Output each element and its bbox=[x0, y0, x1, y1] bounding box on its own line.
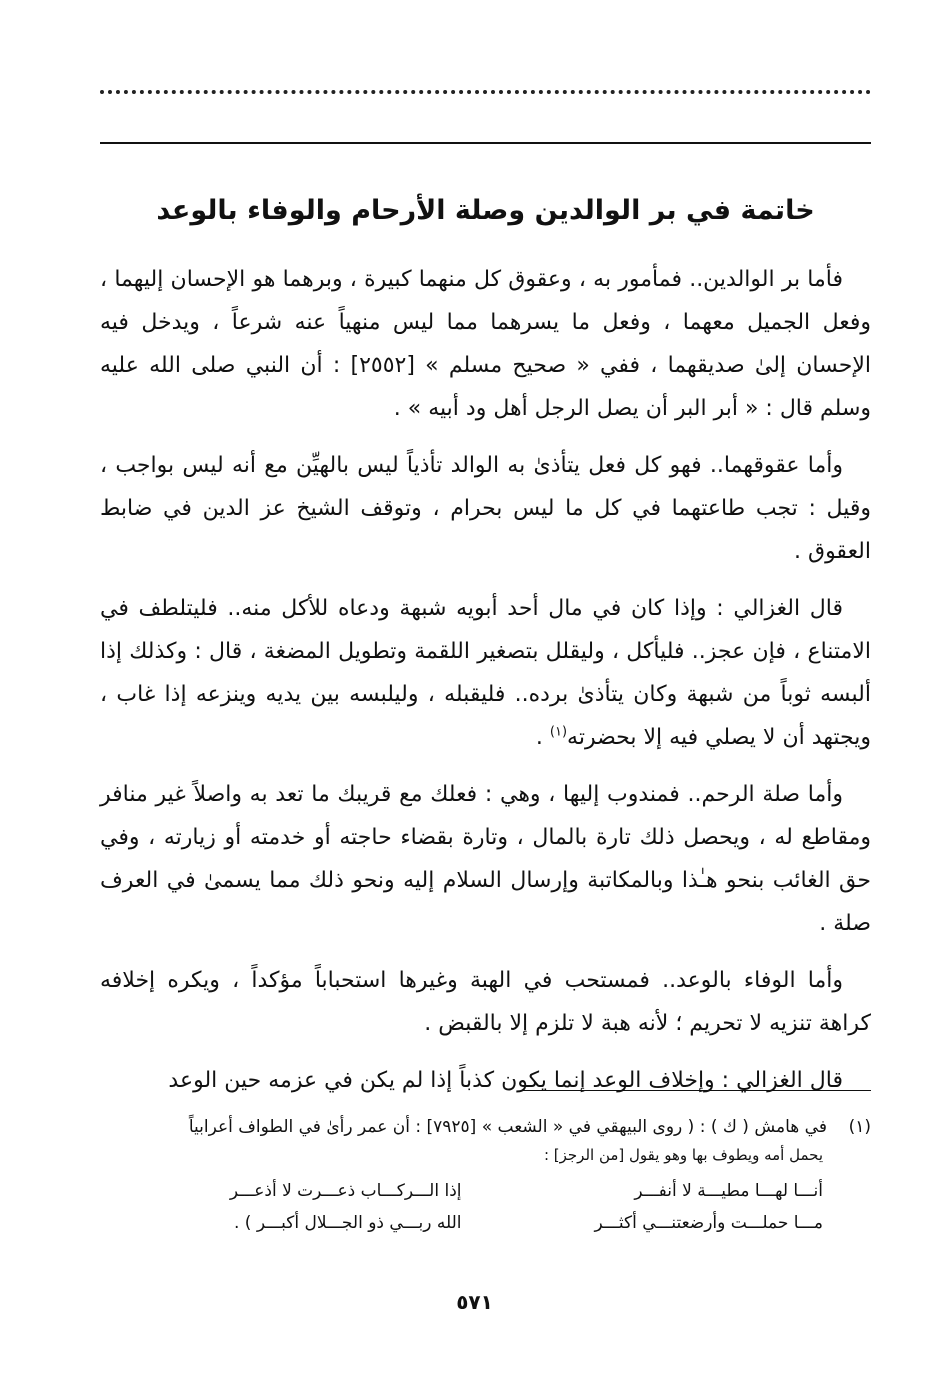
footnote bbox=[100, 1113, 871, 1239]
section-title: خاتمة في بر الوالدين وصلة الأرحام والوفاء بالوعد bbox=[156, 195, 815, 226]
ghazali-end: . bbox=[535, 725, 550, 750]
paragraph-ghazali-promise: قال الغزالي : وإخلاف الوعد إنما يكون كذباً إذا لم يكن في عزمه حين الوعد bbox=[168, 1068, 843, 1093]
dotted-header-line bbox=[100, 90, 871, 94]
paragraph-promise: وأما الوفاء بالوعد.. فمستحب في الهبة وغيرها استحباباً مؤكداً ، ويكره إخلافه كراهة تنزيه لا تحريم ؛ لأنه هبة لا تلزم إلا بالقبض . bbox=[100, 968, 871, 1036]
verse-left-column bbox=[100, 1175, 462, 1239]
footnote-reference[interactable]: (١) bbox=[549, 724, 568, 740]
paragraph-ghazali-doubt bbox=[100, 587, 871, 759]
verse-hemistich: مـــا حملـــت وأرضعتنـــي أكثـــر bbox=[594, 1213, 823, 1233]
header-rule bbox=[100, 142, 871, 144]
verse-hemistich: أنـــا لهـــا مطيـــة لا أنفـــر bbox=[634, 1181, 823, 1201]
paragraph-disobedience: وأما عقوقهما.. فهو كل فعل يتأذىٰ به الوالد تأذياً ليس بالهيِّن مع أنه ليس بواجب ، وقيل : تجب طاعتهما في كل ما ليس بحرام ، وتوقف الشيخ عز الدين في ضابط العقوق . bbox=[100, 453, 871, 564]
footnote-separator bbox=[523, 1090, 871, 1091]
footnote-number: (١) bbox=[848, 1117, 871, 1137]
paragraph-kinship: وأما صلة الرحم.. فمندوب إليها ، وهي : فعلك مع قريبك ما تعد به واصلاً غير منافر ومقاطع له ، ويحصل ذلك تارة بالمال ، وتارة بقضاء حاجته أو خدمته أو زيارته ، وفي حق الغائب بنحو هـٰذا وبالمكاتبة وإرسال السلام إليه ونحو ذلك مما يسمىٰ في العرف صلة . bbox=[100, 782, 871, 936]
footnote-text-1: في هامش ( ك ) : ( روى البيهقي في « الشعب » [٧٩٢٥] : أن عمر رأىٰ في الطواف أعرابياً bbox=[188, 1117, 827, 1137]
page-number: ٥٧١ bbox=[456, 1290, 493, 1314]
main-text bbox=[100, 258, 871, 1116]
paragraph-parents-piety: فأما بر الوالدين.. فمأمور به ، وعقوق كل منهما كبيرة ، وبرهما هو الإحسان إليهما ، وفعل الجميل معهما ، وفعل ما يسرهما مما ليس منهياً عنه شرعاً ، ويدخل فيه الإحسان إلىٰ صديقهما ، ففي « صحيح مسلم » [٢٥٥٢] : أن النبي صلى الله عليه وسلم قال : « أبر البر أن يصل الرجل أهل ود أبيه » . bbox=[100, 267, 871, 421]
footnote-verse bbox=[100, 1175, 871, 1239]
footnote-line-2: يحمل أمه ويطوف بها وهو يقول [من الرجز] : bbox=[543, 1146, 823, 1164]
ghazali-text: قال الغزالي : وإذا كان في مال أحد أبويه شبهة ودعاه للأكل منه.. فليتلطف في الامتناع ، فإن عجز.. فليأكل ، وليقلل بتصغير اللقمة وتطويل المضغة ، قال : وكذلك إذا ألبسه ثوباً من شبهة وكان يتأذىٰ برده.. فليقبله ، وليلبسه بين يديه وينزعه إذا غاب ، ويجتهد أن لا يصلي فيه إلا بحضرته bbox=[100, 596, 871, 750]
footnote-line-1 bbox=[100, 1113, 871, 1141]
verse-hemistich: الله ربـــي ذو الجـــلال أكبـــر ) . bbox=[233, 1213, 462, 1233]
verse-right-column bbox=[462, 1175, 824, 1239]
verse-hemistich: إذا الـــركـــاب ذعـــرت لا أذعـــر bbox=[229, 1181, 462, 1201]
